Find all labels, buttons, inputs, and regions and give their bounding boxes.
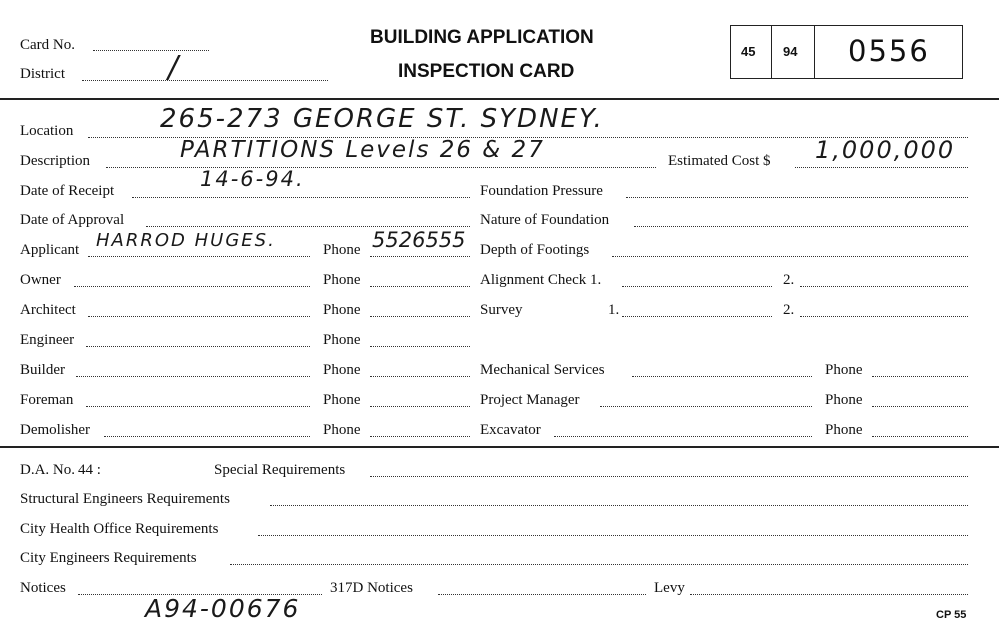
owner-phone-line (370, 286, 470, 287)
architect-phone-label: Phone (323, 302, 361, 318)
foreman-phone-label: Phone (323, 392, 361, 408)
engineer-phone-label: Phone (323, 332, 361, 348)
card-no-label: Card No. (20, 37, 75, 53)
project-manager-phone-label: Phone (825, 392, 863, 408)
project-manager-phone-line (872, 406, 968, 407)
district-label: District (20, 66, 65, 82)
estimated-cost-line (795, 167, 968, 168)
applicant-line (88, 256, 310, 257)
levy-line (690, 594, 968, 595)
city-engineers-line (230, 564, 968, 565)
box-divider-1 (771, 26, 772, 78)
architect-phone-line (370, 316, 470, 317)
notices-label: Notices (20, 580, 66, 596)
excavator-line (554, 436, 812, 437)
special-requirements-label: Special Requirements (214, 462, 346, 478)
health-requirements-line (258, 535, 968, 536)
estimated-cost-value: 1,000,000 (815, 136, 956, 164)
notices-317d-label: 317D Notices (330, 580, 413, 596)
architect-line (88, 316, 310, 317)
nature-foundation-label: Nature of Foundation (480, 212, 610, 228)
form-title-line2: INSPECTION CARD (398, 61, 575, 82)
mechanical-line (632, 376, 812, 377)
engineer-label: Engineer (20, 332, 75, 348)
depth-footings-line (612, 256, 968, 257)
date-receipt-line (132, 197, 470, 198)
builder-label: Builder (20, 362, 65, 378)
architect-label: Architect (20, 302, 76, 318)
alignment-label: Alignment Check 1. (480, 272, 602, 288)
location-value: 265-273 GEORGE ST. SYDNEY. (160, 104, 604, 134)
structural-requirements-label: Structural Engineers Requirements (20, 491, 230, 507)
engineer-line (86, 346, 310, 347)
location-label: Location (20, 123, 74, 139)
district-value: / (168, 50, 181, 85)
applicant-phone-label: Phone (323, 242, 361, 258)
foreman-line (86, 406, 310, 407)
survey-2-label: 2. (783, 302, 795, 318)
foreman-label: Foreman (20, 392, 74, 408)
survey-line-2 (800, 316, 968, 317)
section-rule (0, 446, 999, 448)
nature-foundation-line (634, 226, 968, 227)
builder-line (76, 376, 310, 377)
box-divider-2 (814, 26, 815, 78)
form-title-line1: BUILDING APPLICATION (370, 27, 594, 48)
date-approval-label: Date of Approval (20, 212, 125, 228)
description-value: PARTITIONS Levels 26 & 27 (180, 137, 545, 163)
mechanical-phone-label: Phone (825, 362, 863, 378)
form-code: CP 55 (936, 609, 967, 621)
demolisher-phone-label: Phone (323, 422, 361, 438)
owner-label: Owner (20, 272, 61, 288)
builder-phone-line (370, 376, 470, 377)
mechanical-phone-line (872, 376, 968, 377)
date-receipt-value: 14-6-94. (200, 167, 305, 191)
alignment-line-1 (622, 286, 772, 287)
box-prefix-2: 94 (783, 44, 798, 59)
excavator-label: Excavator (480, 422, 541, 438)
excavator-phone-label: Phone (825, 422, 863, 438)
foundation-pressure-label: Foundation Pressure (480, 183, 603, 199)
foreman-phone-line (370, 406, 470, 407)
health-requirements-label: City Health Office Requirements (20, 521, 219, 537)
demolisher-label: Demolisher (20, 422, 90, 438)
levy-label: Levy (654, 580, 685, 596)
demolisher-line (104, 436, 310, 437)
special-requirements-line (370, 476, 968, 477)
alignment-2-label: 2. (783, 272, 795, 288)
project-manager-label: Project Manager (480, 392, 580, 408)
survey-label: Survey (480, 302, 523, 318)
description-line (106, 167, 656, 168)
demolisher-phone-line (370, 436, 470, 437)
description-label: Description (20, 153, 90, 169)
engineer-phone-line (370, 346, 470, 347)
survey-1-label: 1. (608, 302, 620, 318)
owner-line (74, 286, 310, 287)
box-prefix-1: 45 (741, 44, 756, 59)
da-no-label: D.A. No. (20, 462, 75, 478)
alignment-line-2 (800, 286, 968, 287)
applicant-phone-value: 5526555 (372, 228, 466, 252)
header-rule (0, 98, 999, 100)
foundation-pressure-line (626, 197, 968, 198)
survey-line-1 (622, 316, 772, 317)
card-no-line (93, 50, 209, 51)
applicant-value: HARROD HUGES. (96, 230, 276, 251)
builder-phone-label: Phone (323, 362, 361, 378)
city-engineers-label: City Engineers Requirements (20, 550, 197, 566)
estimated-cost-label: Estimated Cost $ (668, 153, 771, 169)
date-receipt-label: Date of Receipt (20, 183, 115, 199)
mechanical-label: Mechanical Services (480, 362, 605, 378)
reference-number: A94-00676 (145, 594, 301, 623)
card-number-box (730, 25, 963, 79)
date-approval-line (146, 226, 470, 227)
district-line (82, 80, 328, 81)
applicant-phone-line (370, 256, 470, 257)
excavator-phone-line (872, 436, 968, 437)
depth-footings-label: Depth of Footings (480, 242, 590, 258)
owner-phone-label: Phone (323, 272, 361, 288)
project-manager-line (600, 406, 812, 407)
da-no-value: 44 : (78, 462, 101, 478)
card-number: 0556 (848, 34, 930, 68)
notices-317d-line (438, 594, 646, 595)
applicant-label: Applicant (20, 242, 80, 258)
structural-requirements-line (270, 505, 968, 506)
